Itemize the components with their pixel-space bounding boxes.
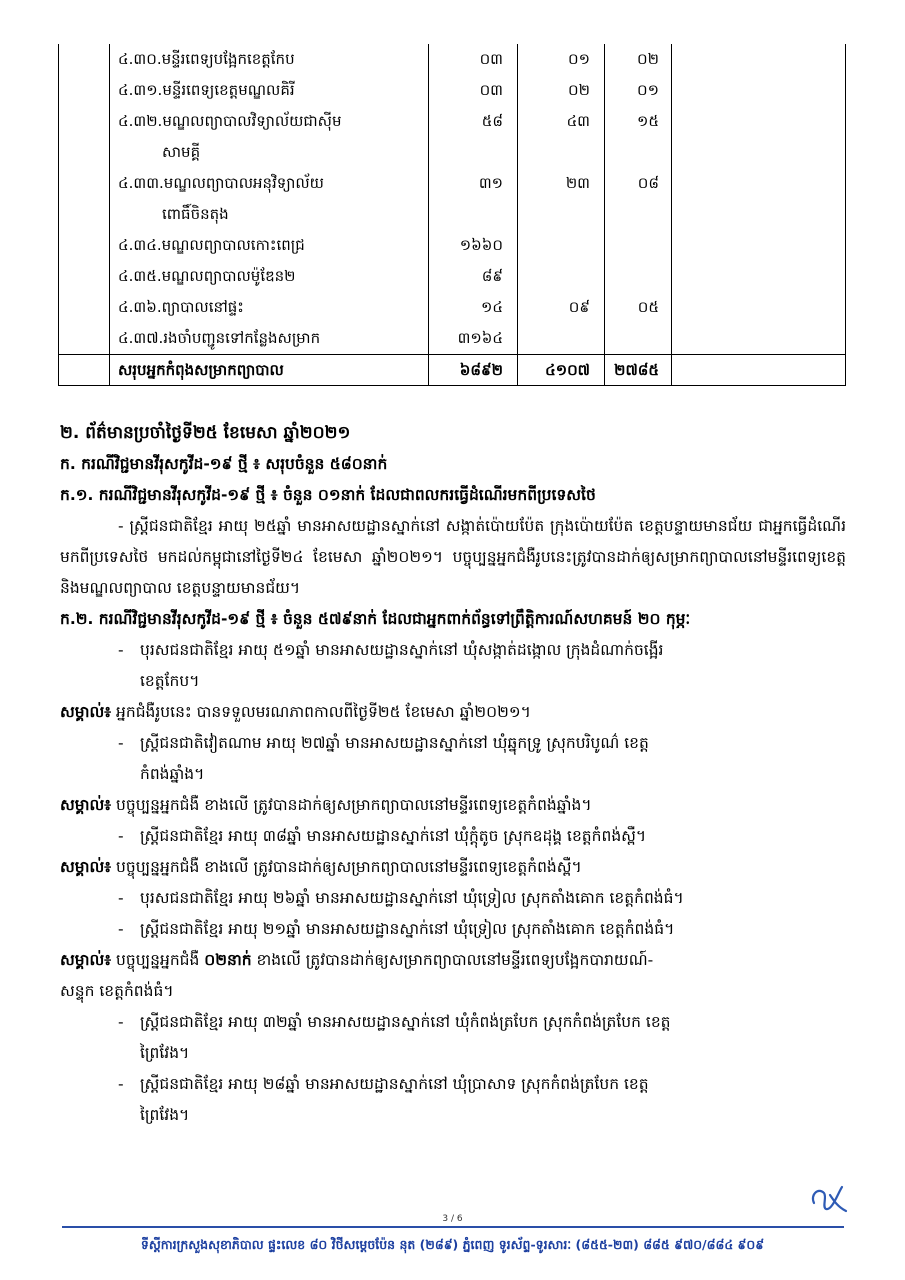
case-item [60,635,846,666]
note-text: អ្នកជំងឺរូបនេះ បានទទួលមរណភាពកាលពីថ្ងៃទី២៥ ខែមេសា ឆ្នាំ២០២១។ [116,703,531,721]
row-count-a [518,230,605,261]
total-count-total: ៦៨៩២ [429,355,518,386]
note [60,945,846,976]
case-item [60,728,846,759]
row-name-line1: ៤.៣៣.មណ្ឌលព្យាបាលអនុវិទ្យាល័យ [118,174,324,192]
report-body [60,418,846,1131]
row-count-a: ០២ [518,75,605,106]
note-label: សម្គាល់៖ [60,858,112,876]
table-row [59,75,846,106]
case-item [60,1069,846,1100]
case-text: ស្ត្រីជនជាតិខ្មែរ អាយុ ៣២ឆ្នាំ មានអាសយដ្ឋានស្នាក់នៅ ឃុំកំពង់ត្របែក ស្រុកកំពង់ត្របែក ខេត្ត [140,1013,671,1031]
row-name [110,106,429,168]
note-label: សម្គាល់៖ [60,703,112,721]
row-name [110,168,429,230]
dash: - [118,920,124,938]
table-row [59,44,846,75]
dash: - [118,734,124,752]
note-text: បច្ចុប្បន្នអ្នកជំងឺ ខាងលើ ត្រូវបានដាក់ឲ្យសម្រាកព្យាបាលនៅមន្ទីរពេទ្យខេត្តកំពង់ស្ពឺ។ [116,858,582,876]
row-count-total: ៣១៦៤ [429,323,518,355]
case-text: ស្ត្រីជនជាតិខ្មែរ អាយុ ៣៨ឆ្នាំ មានអាសយដ្ឋានស្នាក់នៅ ឃុំក្ដុំតូច ស្រុកឧដុង្គ ខេត្តកំពង់ស្ពឺ។ [140,827,647,845]
row-count-b: ០៥ [605,292,672,323]
note-label: សម្គាល់៖ [60,796,112,814]
case-item-continued: ព្រៃវែង។ [140,1044,190,1062]
row-name: ៤.៣៥.មណ្ឌលព្យាបាលម៉ូឌែន២ [110,261,429,292]
row-name-line1: ៤.៣២.មណ្ឌលព្យាបាលវិទ្យាល័យជាស៊ីម [118,112,342,130]
case-item-continued: កំពង់ឆ្នាំង។ [140,765,205,783]
row-name: ៤.៣៦.ព្យាបាលនៅផ្ទះ [110,292,429,323]
row-count-b: ០២ [605,44,672,75]
total-label: សរុបអ្នកកំពុងសម្រាកព្យាបាល [110,355,429,386]
case-item-continued: ព្រៃវែង។ [140,1106,190,1124]
row-name-line2: ពោធិ៍ចិនតុង [162,205,229,223]
note-label: សម្គាល់៖ [60,951,112,969]
dash: - [118,889,124,907]
note [60,790,846,821]
case-text: ស្ត្រីជនជាតិខ្មែរ អាយុ ២១ឆ្នាំ មានអាសយដ្ឋានស្នាក់នៅ ឃុំទ្រៀល ស្រុកតាំងគោក ខេត្តកំពង់ធំ។ [140,920,675,938]
note-continued: សន្ទុក ខេត្តកំពង់ធំ។ [60,982,174,1000]
table-row [59,323,846,355]
row-count-total: ៨៩ [429,261,518,292]
case-item [60,1007,846,1038]
row-count-a: ២៣ [518,168,605,230]
row-count-a: ០១ [518,44,605,75]
row-count-total: ០៣ [429,75,518,106]
row-count-total: ៥៨ [429,106,518,168]
total-count-b: ២៧៨៥ [605,355,672,386]
row-count-a [518,261,605,292]
table-row [59,168,846,230]
table-total-row [59,355,846,386]
note-text-pre: បច្ចុប្បន្នអ្នកជំងឺ [116,951,200,969]
table-row [59,106,846,168]
hospital-patient-table [58,44,846,386]
dash: - [118,1075,124,1093]
row-count-b: ០១ [605,75,672,106]
row-name-line2: សាមគ្គី [162,143,201,161]
case-item [60,914,846,945]
case-text: បុរសជនជាតិខ្មែរ អាយុ ៥១ឆ្នាំ មានអាសយដ្ឋានស្នាក់នៅ ឃុំសង្កាត់ដង្កោល ក្រុងដំណាក់ចង្អើរ [140,641,664,659]
row-count-a: ០៩ [518,292,605,323]
row-name: ៤.៣០.មន្ទីរពេទ្យបង្អែកខេត្តកែប [110,44,429,75]
row-count-b: ០៨ [605,168,672,230]
row-count-total: ០៣ [429,44,518,75]
page-number: 3 / 6 [442,1214,463,1224]
section-title: ២. ព័ត៌មានប្រចាំថ្ងៃទី២៥ ខែមេសា ឆ្នាំ២០២១ [60,423,351,443]
note [60,852,846,883]
row-count-total: ១៦៦០ [429,230,518,261]
row-name: ៤.៣៤.មណ្ឌលព្យាបាលកោះពេជ្រ [110,230,429,261]
note-count: ០២នាក់ [204,951,252,969]
row-count-a: ៤៣ [518,106,605,168]
dash: - [118,827,124,845]
table-row [59,292,846,323]
subsection-a2-heading: ក.២. ករណីវិជ្ជមានវីរុសកូវីដ-១៩ ថ្មី ៖ ចំនួន ៥៧៩នាក់ ដែលជាអ្នកពាក់ព័ន្ធទៅព្រឹត្តិការណ៍សហគមន៍ ២០ កុម្ភៈ [60,610,691,628]
note-text: បច្ចុប្បន្នអ្នកជំងឺ ខាងលើ ត្រូវបានដាក់ឲ្យសម្រាកព្យាបាលនៅមន្ទីរពេទ្យខេត្តកំពង់ឆ្នាំង។ [116,796,592,814]
table-row [59,261,846,292]
note [60,697,846,728]
case-item-continued: ខេត្តកែប។ [140,672,200,690]
footer-divider [62,1226,844,1228]
dash: - [118,641,124,659]
row-name: ៤.៣៧.រងចាំបញ្ជូនទៅកន្លែងសម្រាក [110,323,429,355]
row-count-total: ១៤ [429,292,518,323]
case-text: ស្ត្រីជនជាតិវៀតណាម អាយុ ២៧ឆ្នាំ មានអាសយដ្ឋានស្នាក់នៅ ឃុំឆ្នុកទ្រូ ស្រុកបរិបូណ៌ ខេត្ត [140,734,649,752]
row-count-a [518,323,605,355]
footer-address: ទីស្តីការក្រសួងសុខាភិបាល ផ្ទះលេខ ៨០ វិថីសម្ដេចប៉ែន នុត (២៨៩) ភ្នំពេញ ទូរស័ព្ទ-ទូរសារៈ (៨៥៥-២៣) ៨៨៥ ៩៧០/៨៨៤ ៩០៩ [140,1237,765,1252]
row-count-b [605,323,672,355]
subsection-a1-heading: ក.១. ករណីវិជ្ជមានវីរុសកូវីដ-១៩ ថ្មី ៖ ចំនួន ០១នាក់ ដែលជាពលករធ្វើដំណើរមកពីប្រទេសថៃ [60,486,596,504]
case-item [60,883,846,914]
note-text-post: ខាងលើ ត្រូវបានដាក់ឲ្យសម្រាកព្យាបាលនៅមន្ទីរពេទ្យបង្អែកបារាយណ៍- [256,951,654,969]
total-count-a: ៤១០៧ [518,355,605,386]
signature-initial [808,1183,848,1215]
row-count-total: ៣១ [429,168,518,230]
table-row [59,230,846,261]
row-count-b [605,261,672,292]
subsection-a-heading: ក. ករណីវិជ្ជមានវីរុសកូវីដ-១៩ ថ្មី ៖ សរុបចំនួន ៥៨០នាក់ [60,455,388,473]
row-count-b [605,230,672,261]
paragraph-a1: - ស្ត្រីជនជាតិខ្មែរ អាយុ ២៥ឆ្នាំ មានអាសយដ្ឋានស្នាក់នៅ សង្កាត់ប៉ោយប៉ែត ក្រុងប៉ោយប៉ែត ខេត្តបន្ទាយមានជ័យ ជាអ្នកធ្វើដំណើរមកពីប្រទេសថៃ មកដល់កម្ពុជានៅថ្ងៃទី២៤ ខែមេសា ឆ្នាំ២០២១។ បច្ចុប្បន្នអ្នកជំងឺរូបនេះត្រូវបានដាក់ឲ្យសម្រាកព្យាបាលនៅមន្ទីរពេទ្យខេត្ត និងមណ្ឌលព្យាបាល ខេត្តបន្ទាយមានជ័យ។ [60,517,846,597]
dash: - [118,1013,124,1031]
row-name: ៤.៣១.មន្ទីរពេទ្យខេត្តមណ្ឌលគិរី [110,75,429,106]
row-count-b: ១៥ [605,106,672,168]
case-item [60,821,846,852]
case-text: ស្ត្រីជនជាតិខ្មែរ អាយុ ២៨ឆ្នាំ មានអាសយដ្ឋានស្នាក់នៅ ឃុំប្រាសាទ ស្រុកកំពង់ត្របែក ខេត្ត [140,1075,649,1093]
case-text: បុរសជនជាតិខ្មែរ អាយុ ២៦ឆ្នាំ មានអាសយដ្ឋានស្នាក់នៅ ឃុំទ្រៀល ស្រុកតាំងគោក ខេត្តកំពង់ធំ។ [140,889,684,907]
